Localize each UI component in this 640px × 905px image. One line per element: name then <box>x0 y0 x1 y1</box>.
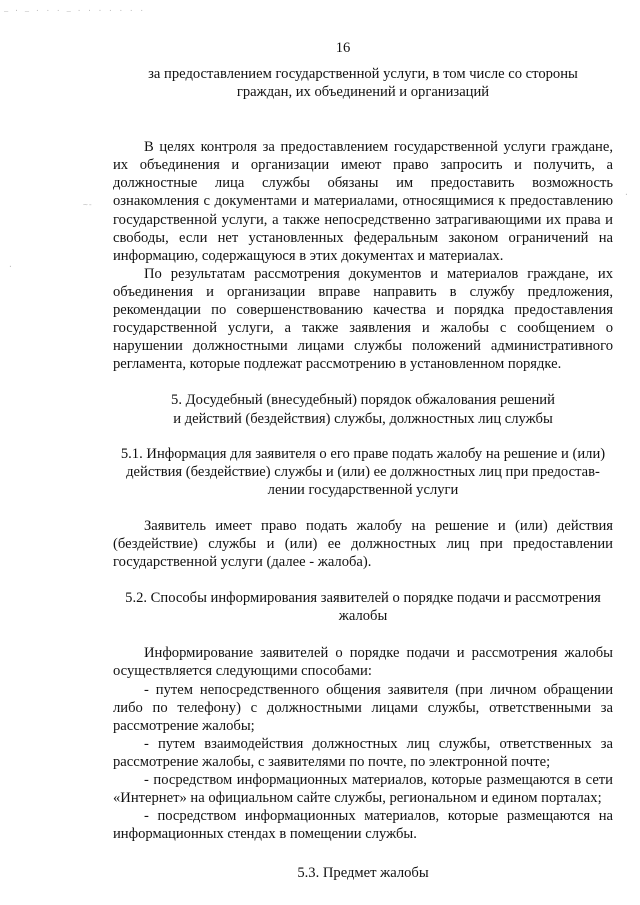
section-5-1-heading <box>113 445 613 499</box>
list-item: - путем непосредственного общения заявителя (при личном обращении либо по телефону) с должностными лицами службы, ответственными за рассмотрение жалобы; <box>113 681 613 734</box>
paragraph-proposals: По результатам рассмотрения документов и материалов граждане, их объединения и организации вправе направить в службу предложения, рекомендации по совершенствованию качества и порядка предоставления государственной услуги, а также заявления и жалобы с сообщением о нарушении должностными лицами службы положений административного регламента, которые подлежат рассмотрению в установленном порядке. <box>113 265 613 373</box>
document-body <box>113 65 613 882</box>
section-5-heading-line-1: 5. Досудебный (внесудебный) порядок обжалования решений <box>171 392 555 409</box>
scan-artifact-left: ~- <box>83 200 93 209</box>
intro-heading-line-2: граждан, их объединений и организаций <box>236 84 490 101</box>
section-5-2-intro: Информирование заявителей о порядке подачи и рассмотрения жалобы осуществляется следующими способами: <box>113 645 613 680</box>
scan-artifact-left-low: · <box>8 262 13 271</box>
section-5-1-heading-line-3: лении государственной услуги <box>267 481 459 498</box>
section-5-3-heading: 5.3. Предмет жалобы <box>297 865 429 882</box>
section-5-2-heading <box>113 589 613 625</box>
section-5-1-heading-line-1: 5.1. Информация для заявителя о его праве подать жалобу на решение и (или) <box>120 445 606 462</box>
scan-artifact-right: · <box>624 190 629 199</box>
section-5-2-heading-line-2: жалобы <box>338 608 388 625</box>
section-5-1-heading-line-2: действия (бездействие) службы и (или) ее должностных лиц при предостав- <box>126 463 600 480</box>
list-item: - посредством информационных материалов, которые размещаются на информационных стендах в помещении службы. <box>113 808 613 843</box>
section-5-1-body: Заявитель имеет право подать жалобу на решение и (или) действия (бездействие) службы и (или) ее должностных лиц при предоставлении государственной услуги (далее - жалоба). <box>113 517 613 571</box>
page-number: 16 <box>335 40 351 56</box>
section-5-heading-line-2: и действий (бездействия) службы, должностных лиц службы <box>173 410 553 427</box>
section-5-heading <box>113 391 613 427</box>
list-item: - посредством информационных материалов, которые размещаются в сети «Интернет» на официальном сайте службы, региональном и едином порталах; <box>113 772 613 807</box>
paragraph-control-access: В целях контроля за предоставлением государственной услуги граждане, их объединения и организации имеют право запросить и получить, а должностные лица службы обязаны им предоставить возможность ознакомления с документами и материалами, относящимися к предоставлению государственной услуги, а также непосредственно затрагивающими их права и свободы, если нет установленных федеральным законом ограничений на информацию, содержащуюся в этих документах и материалах. <box>113 139 613 264</box>
intro-heading-line-1: за предоставлением государственной услуги, в том числе со стороны <box>148 66 578 82</box>
section-5-2-heading-line-1: 5.2. Способы информирования заявителей о порядке подачи и рассмотрения <box>125 590 601 607</box>
scan-artifact-top: — · — · · · — · · · · · · · <box>4 7 145 15</box>
intro-heading <box>113 65 613 101</box>
list-item: - путем взаимодействия должностных лиц службы, ответственных за рассмотрение жалобы, с заявителями по почте, по электронной почте; <box>113 735 613 770</box>
